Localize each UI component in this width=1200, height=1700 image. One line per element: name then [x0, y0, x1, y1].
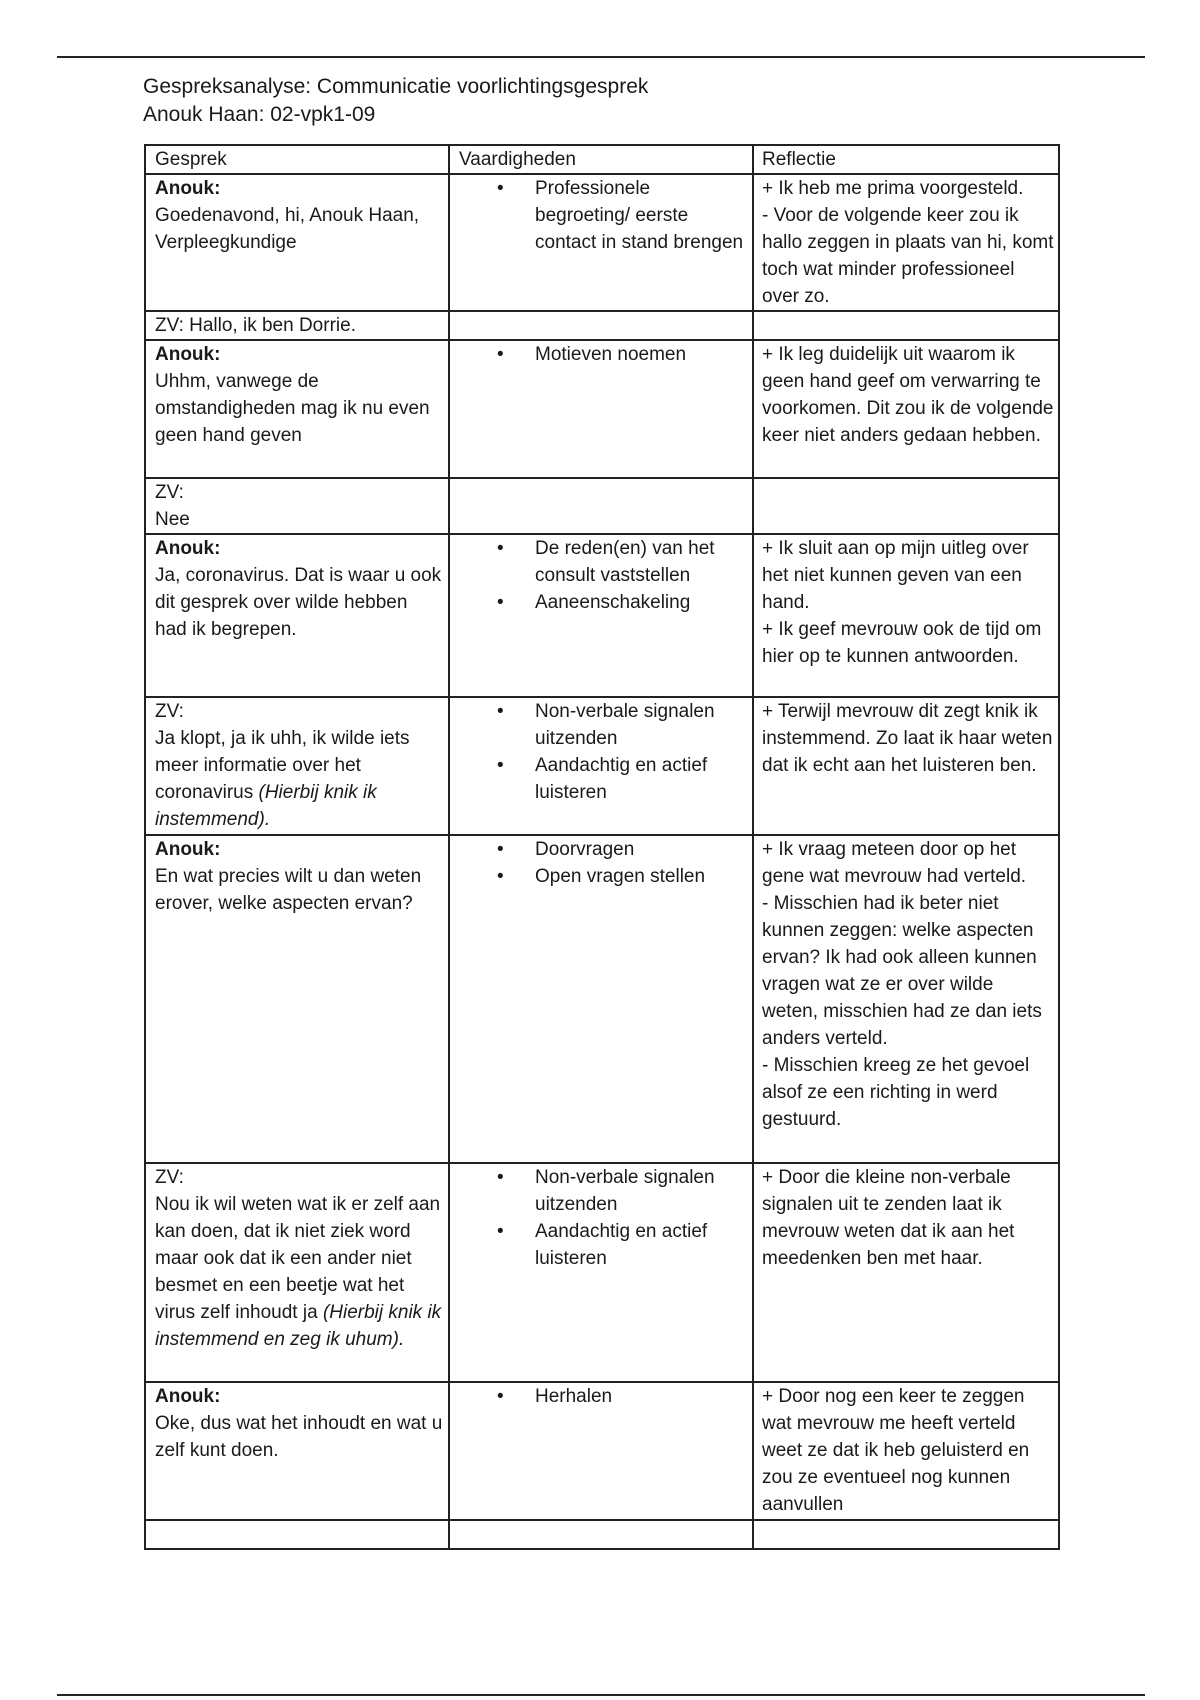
reflection-line: + Ik geef mevrouw ook de tijd om hier op te kunnen antwoorden. [762, 619, 1042, 667]
skills-list [459, 698, 748, 806]
cell-vaardigheden [449, 1163, 753, 1382]
observation-note: (Hierbij knik ik instemmend). [155, 782, 377, 830]
cell-reflectie [753, 1382, 1059, 1520]
table-row [145, 478, 1059, 534]
skills-list [459, 535, 748, 616]
table-body [145, 174, 1059, 1549]
skills-list [459, 1164, 748, 1272]
cell-reflectie [753, 835, 1059, 1163]
skill-item: • Non-verbale signalen uitzenden [535, 698, 748, 752]
reflection-line: + Door nog een keer te zeggen wat mevrouw me heeft verteld weet ze dat ik heb geluisterd en zou ze eventueel nog kunnen aanvullen [762, 1386, 1030, 1515]
speaker-label: ZV: [155, 1167, 184, 1188]
reflection-line: + Ik leg duidelijk uit waarom ik geen hand geef om verwarring te voorkomen. Dit zou ik de volgende keer niet anders gedaan hebben. [762, 344, 1054, 446]
utterance-text: Nou ik wil weten wat ik er zelf aan kan doen, dat ik niet ziek word maar ook dat ik een ander niet besmet en een beetje wat het virus zelf inhoudt ja [155, 1194, 441, 1323]
cell-gesprek [145, 697, 449, 835]
document-header [143, 73, 648, 129]
skills-list [459, 175, 748, 256]
speaker-label: Anouk: [155, 839, 221, 860]
cell-gesprek [145, 340, 449, 478]
table-row-empty [145, 1520, 1059, 1549]
header-gesprek: Gesprek [145, 145, 449, 174]
utterance-text: Nee [155, 509, 190, 530]
utterance-text: En wat precies wilt u dan weten erover, welke aspecten ervan? [155, 866, 422, 914]
skill-item: • Doorvragen [535, 836, 748, 863]
skills-list [459, 1383, 748, 1410]
reflection-line: + Door die kleine non-verbale signalen uit te zenden laat ik mevrouw weten dat ik aan het meedenken ben met haar. [762, 1167, 1015, 1269]
header-vaardigheden: Vaardigheden [449, 145, 753, 174]
document-subtitle: Anouk Haan: 02-vpk1-09 [143, 103, 376, 126]
cell-vaardigheden [449, 311, 753, 340]
reflection-line: + Ik heb me prima voorgesteld. [762, 178, 1024, 199]
speaker-label: Anouk: [155, 538, 221, 559]
cell-gesprek [145, 1382, 449, 1520]
reflection-line: - Voor de volgende keer zou ik hallo zeggen in plaats van hi, komt toch wat minder professioneel over zo. [762, 205, 1054, 307]
cell-gesprek [145, 478, 449, 534]
empty-cell [145, 1520, 449, 1549]
speaker-label: Anouk: [155, 344, 221, 365]
top-rule [57, 56, 1145, 58]
cell-gesprek [145, 1163, 449, 1382]
skills-list [459, 836, 748, 890]
empty-cell [449, 1520, 753, 1549]
cell-vaardigheden [449, 174, 753, 311]
speaker-label: ZV: [155, 482, 184, 503]
cell-reflectie [753, 697, 1059, 835]
cell-reflectie [753, 174, 1059, 311]
cell-reflectie [753, 534, 1059, 697]
skill-item: • Aandachtig en actief luisteren [535, 1218, 748, 1272]
reflection-line: - Misschien had ik beter niet kunnen zeggen: welke aspecten ervan? Ik had ook alleen kunnen vragen wat ze er over wilde weten, misschien had ze dan iets anders verteld. [762, 893, 1042, 1049]
table-row [145, 534, 1059, 697]
cell-gesprek [145, 835, 449, 1163]
cell-vaardigheden [449, 1382, 753, 1520]
speaker-label: Anouk: [155, 1386, 221, 1407]
skill-item: • Motieven noemen [535, 341, 748, 368]
cell-vaardigheden [449, 534, 753, 697]
reflection-line: - Misschien kreeg ze het gevoel alsof ze een richting in werd gestuurd. [762, 1055, 1030, 1130]
skill-item: • De reden(en) van het consult vaststellen [535, 535, 748, 589]
table-header-row [145, 145, 1059, 174]
skills-list [459, 341, 748, 368]
table-row [145, 311, 1059, 340]
table-row [145, 697, 1059, 835]
cell-vaardigheden [449, 340, 753, 478]
utterance-text: Ja klopt, ja ik uhh, ik wilde iets meer informatie over het coronavirus [155, 728, 410, 803]
cell-reflectie [753, 340, 1059, 478]
cell-vaardigheden [449, 697, 753, 835]
skill-item: • Professionele begroeting/ eerste contact in stand brengen [535, 175, 748, 256]
utterance-text: Ja, coronavirus. Dat is waar u ook dit gesprek over wilde hebben had ik begrepen. [155, 565, 442, 640]
cell-reflectie [753, 478, 1059, 534]
skill-item: • Herhalen [535, 1383, 748, 1410]
speaker-label: ZV: [155, 701, 184, 722]
skill-item: • Non-verbale signalen uitzenden [535, 1164, 748, 1218]
reflection-line: + Terwijl mevrouw dit zegt knik ik instemmend. Zo laat ik haar weten dat ik echt aan het luisteren ben. [762, 701, 1053, 776]
cell-vaardigheden [449, 478, 753, 534]
cell-vaardigheden [449, 835, 753, 1163]
analysis-table [144, 144, 1060, 1550]
reflection-line: + Ik vraag meteen door op het gene wat mevrouw had verteld. [762, 839, 1027, 887]
utterance-text: Uhhm, vanwege de omstandigheden mag ik nu even geen hand geven [155, 371, 430, 446]
cell-gesprek [145, 174, 449, 311]
document-title: Gespreksanalyse: Communicatie voorlichtingsgesprek [143, 75, 649, 98]
utterance-text: Oke, dus wat het inhoudt en wat u zelf kunt doen. [155, 1413, 443, 1461]
skill-item: • Open vragen stellen [535, 863, 748, 890]
observation-note: (Hierbij knik ik instemmend en zeg ik uhum). [155, 1302, 442, 1350]
skill-item: • Aandachtig en actief luisteren [535, 752, 748, 806]
skill-item: • Aaneenschakeling [535, 589, 748, 616]
table-row [145, 340, 1059, 478]
cell-reflectie [753, 1163, 1059, 1382]
utterance-text: Goedenavond, hi, Anouk Haan, Verpleegkundige [155, 205, 420, 253]
bottom-rule [57, 1694, 1145, 1696]
header-reflectie: Reflectie [753, 145, 1059, 174]
table-row [145, 835, 1059, 1163]
speaker-label: Anouk: [155, 178, 221, 199]
utterance-text: ZV: Hallo, ik ben Dorrie. [155, 315, 356, 336]
empty-cell [753, 1520, 1059, 1549]
table-row [145, 1382, 1059, 1520]
reflection-line: + Ik sluit aan op mijn uitleg over het niet kunnen geven van een hand. [762, 538, 1029, 613]
cell-gesprek [145, 311, 449, 340]
cell-gesprek [145, 534, 449, 697]
cell-reflectie [753, 311, 1059, 340]
table-row [145, 174, 1059, 311]
table-row [145, 1163, 1059, 1382]
